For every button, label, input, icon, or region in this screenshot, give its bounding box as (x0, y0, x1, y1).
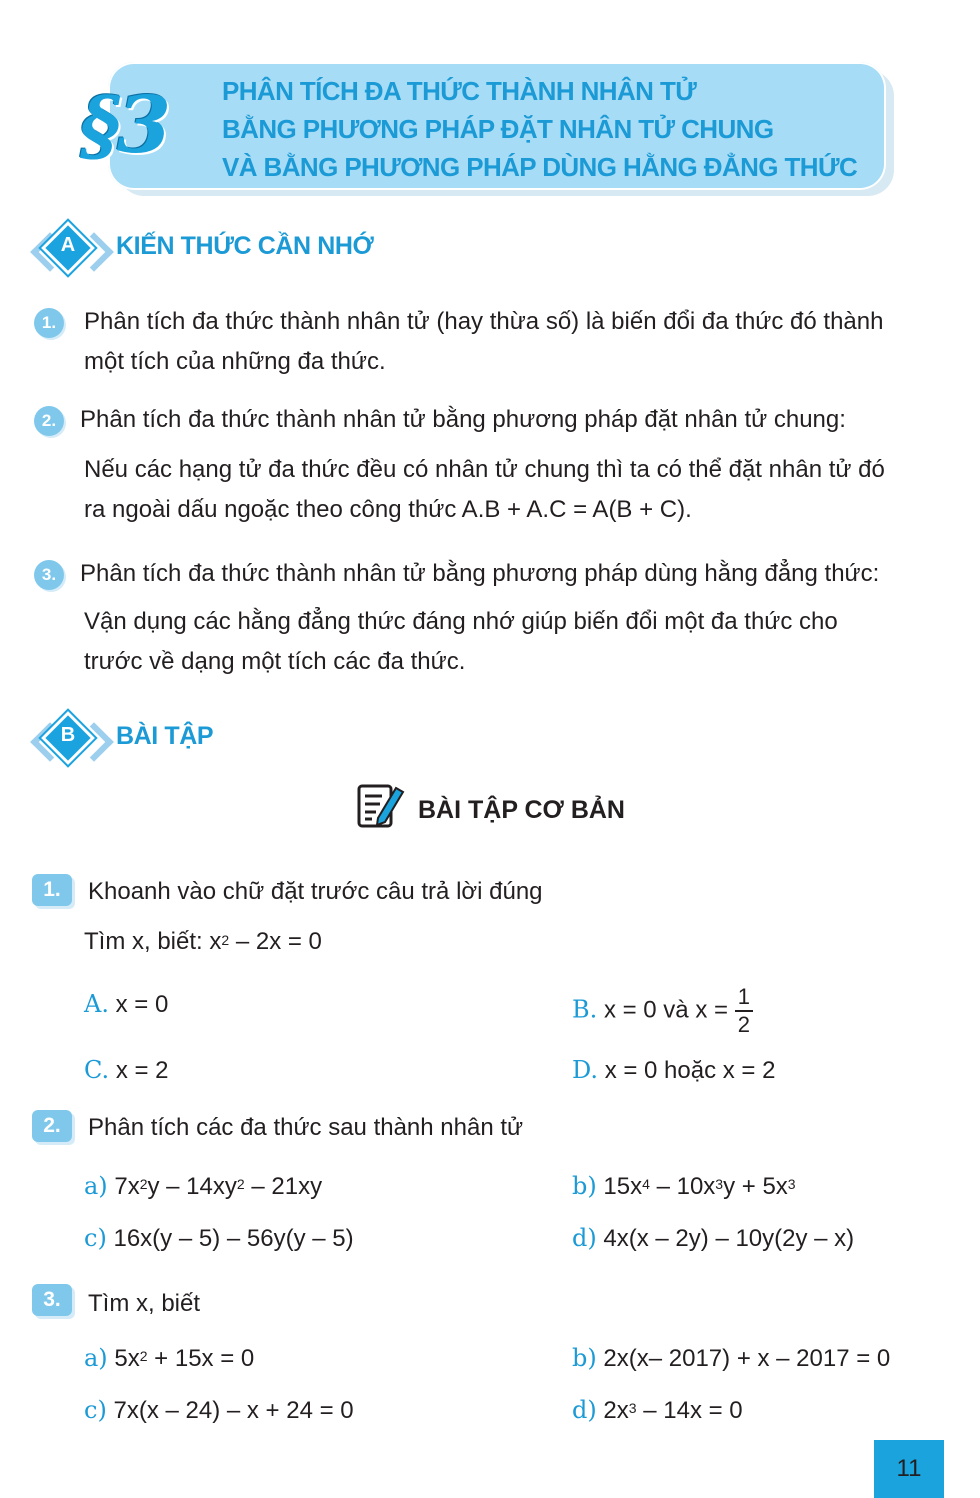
subheader-basic-exercises: BÀI TẬP CƠ BẢN (418, 796, 625, 824)
section-number: §3 (80, 80, 168, 171)
ex2-item-d: d) 4x(x – 2y) – 10y(2y – x) (572, 1224, 855, 1252)
option-c: C. x = 2 (84, 1056, 169, 1084)
exercise-1-prompt: Khoanh vào chữ đặt trước câu trả lời đúng (88, 878, 543, 905)
title-line-2: BẰNG PHƯƠNG PHÁP ĐẶT NHÂN TỬ CHUNG (222, 114, 774, 144)
item-2-line-3: ra ngoài dấu ngoặc theo công thức A.B + A.C = A(B + C). (84, 496, 692, 523)
section-a-title: KIẾN THỨC CẦN NHỚ (116, 232, 374, 260)
title-line-1: PHÂN TÍCH ĐA THỨC THÀNH NHÂN TỬ (222, 76, 697, 106)
ex2-item-c: c) 16x(y – 5) – 56y(y – 5) (84, 1224, 354, 1252)
exercise-3-number: 3. (32, 1284, 72, 1316)
ex2-item-a: a) $7x^2y - 14xy^2 - 21xy$ (84, 1172, 323, 1200)
page-number: 11 (874, 1440, 944, 1498)
title-line-3: VÀ BẰNG PHƯƠNG PHÁP DÙNG HẰNG ĐẲNG THỨC (222, 152, 858, 182)
fraction-one-half: $\frac{1}{2}$ (735, 984, 753, 1038)
item-3-line-3: trước về dạng một tích các đa thức. (84, 648, 466, 675)
ex2-item-b: b) $15x^4 - 10x^3y + 5x^3$ (572, 1172, 796, 1200)
item-3-line-1: Phân tích đa thức thành nhân tử bằng phương pháp dùng hằng đẳng thức: (80, 560, 880, 587)
exercise-2-prompt: Phân tích các đa thức sau thành nhân tử (88, 1114, 524, 1141)
ex3-item-a: a) $5x^2 + 15x = 0$ (84, 1344, 255, 1372)
ex3-item-b: b) 2x(x– 2017) + x – 2017 = 0 (572, 1344, 891, 1372)
item-2-line-1: Phân tích đa thức thành nhân tử bằng phương pháp đặt nhân tử chung: (80, 406, 846, 433)
option-b: B. x = 0 và x = $\frac{1}{2}$ (572, 984, 753, 1038)
item-2-line-2: Nếu các hạng tử đa thức đều có nhân tử chung thì ta có thể đặt nhân tử đó (84, 456, 885, 483)
option-d: D. x = 0 hoặc x = 2 (572, 1056, 776, 1084)
diamond-badge-icon: A (30, 228, 112, 280)
item-number-2: 2. (34, 406, 64, 436)
section-b-title: BÀI TẬP (116, 722, 214, 750)
exercise-3-prompt: Tìm x, biết (88, 1290, 201, 1317)
ex3-item-d: d) $2x^3 - 14x = 0$ (572, 1396, 743, 1424)
ex3-item-c: c) 7x(x – 24) – x + 24 = 0 (84, 1396, 354, 1424)
option-a: A. x = 0 (84, 990, 169, 1018)
pencil-notepad-icon (356, 782, 406, 830)
exercise-1-task: Tìm x, biết: $x^2 - 2x = 0$ (84, 928, 322, 955)
exercise-1-number: 1. (32, 874, 72, 906)
item-3-line-2: Vận dụng các hằng đẳng thức đáng nhớ giúp biến đổi một đa thức cho (84, 608, 838, 635)
item-1-line-2: một tích của những đa thức. (84, 348, 386, 375)
item-number-1: 1. (34, 308, 64, 338)
diamond-badge-icon: B (30, 718, 112, 770)
item-1-line-1: Phân tích đa thức thành nhân tử (hay thừa số) là biến đổi đa thức đó thành (84, 308, 884, 335)
item-number-3: 3. (34, 560, 64, 590)
exercise-2-number: 2. (32, 1110, 72, 1142)
